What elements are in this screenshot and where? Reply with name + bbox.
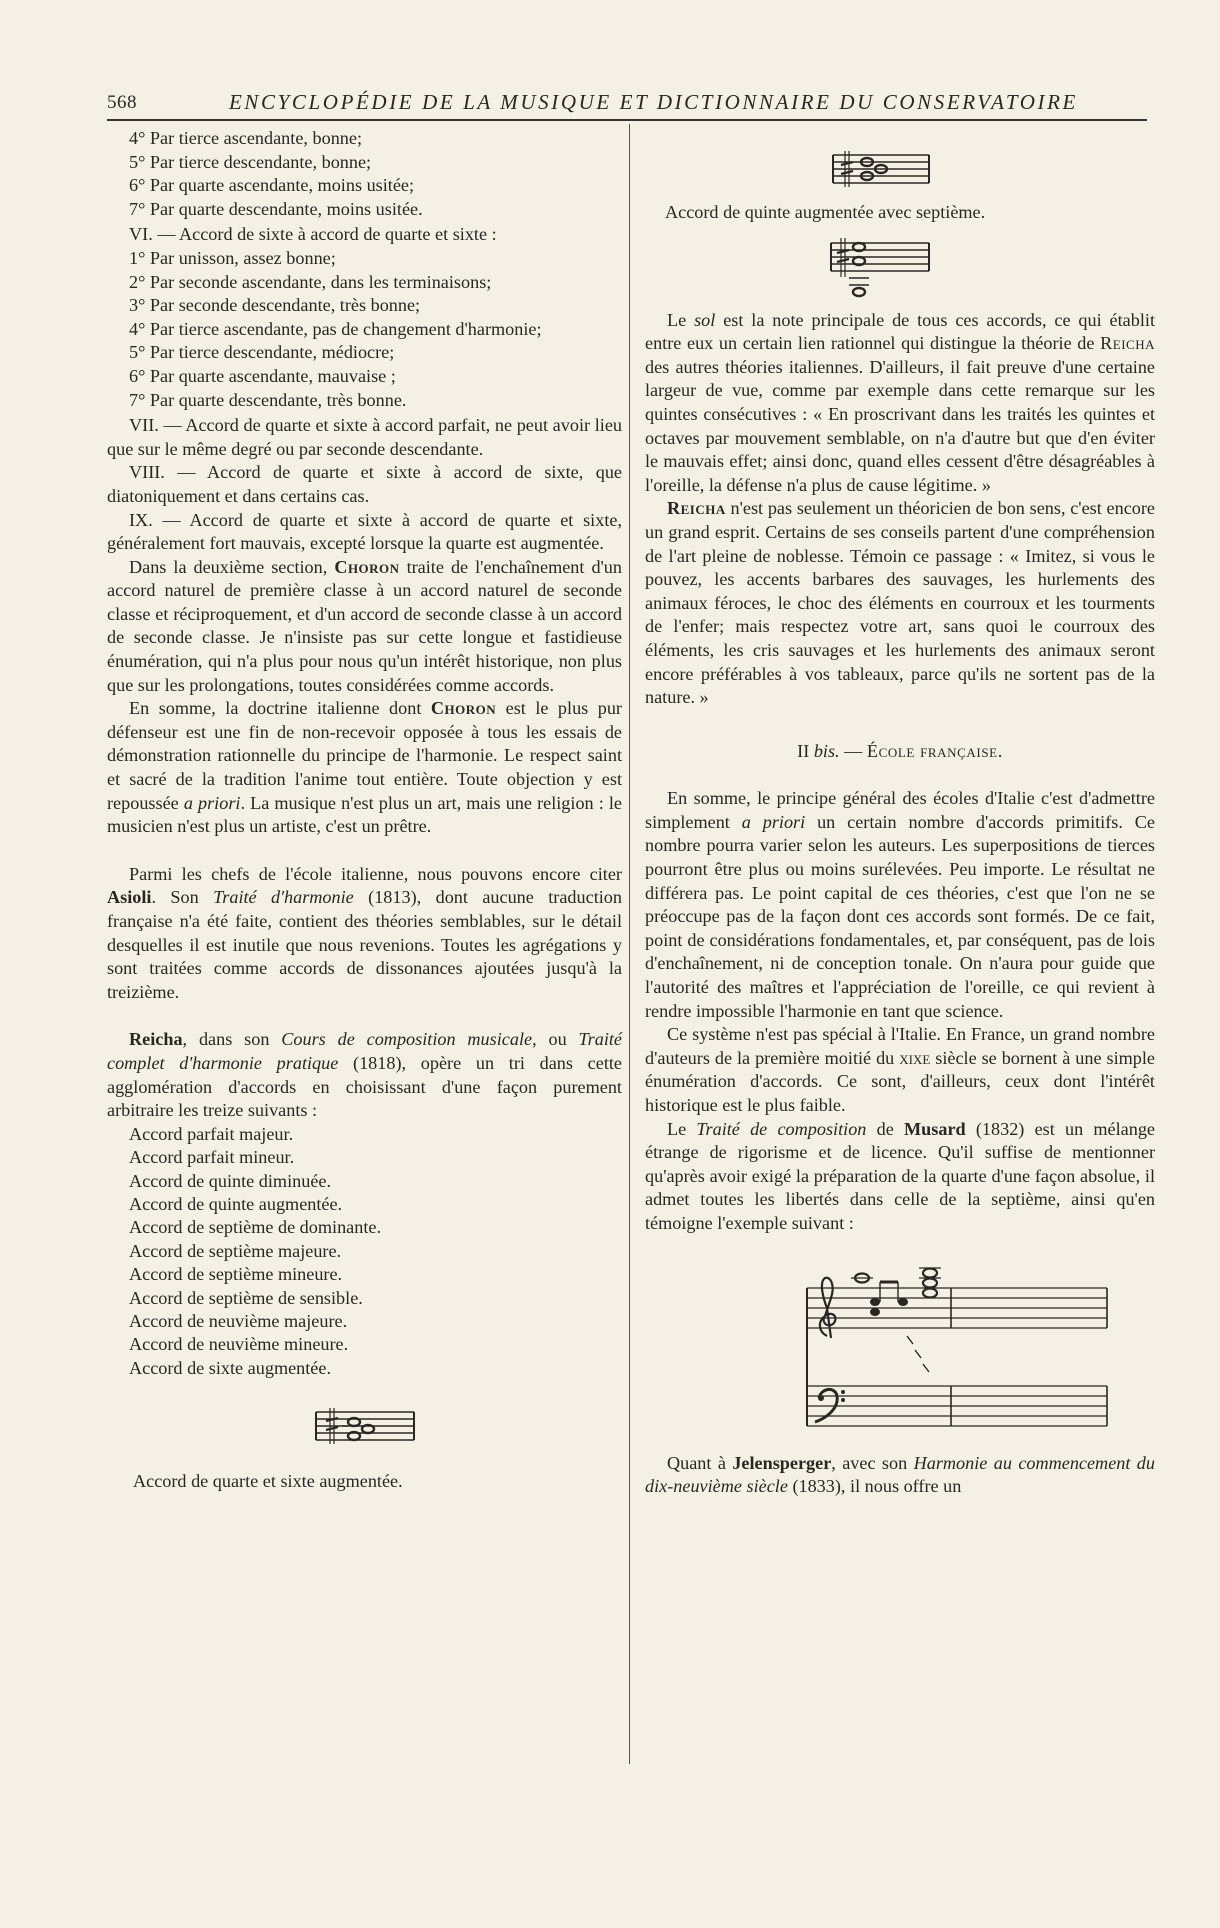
right-column (645, 127, 1155, 1499)
list-item: Accord de quinte augmentée. (129, 1193, 343, 1214)
text: Dans la deuxième section, (129, 556, 335, 577)
text: (1832) est un mélange étrange de rigorisme et de licence. Qu'il suffise de mentionner qu'après avoir exigé la préparation de la quarte d'une façon absolue, il admet toutes les libertés dans celle de la septième, ainsi qu'en témoigne l'exemple suivant : (645, 1118, 1155, 1233)
author-name: Reicha (1100, 333, 1155, 354)
list-item: Accord de septième de sensible. (129, 1287, 363, 1308)
section-vii: VII. — Accord de quarte et sixte à accord parfait, ne peut avoir lieu que sur le même degré ou par seconde descendante. (107, 415, 622, 459)
text: est la note principale de tous ces accords, ce qui établit entre eux un certain lien rationnel qui distingue la théorie de (645, 309, 1155, 354)
list-a (107, 127, 622, 221)
italic-term: bis. (813, 740, 840, 761)
section-viii: VIII. — Accord de quarte et sixte à accord de sixte, que diatoniquement et dans certains cas. (107, 462, 622, 506)
paragraph-musard (645, 1118, 1155, 1236)
section-title: École française. (866, 740, 1003, 761)
list-item: 1° Par unisson, assez bonne; (129, 247, 336, 268)
book-title: Traité complet d'harmonie pratique (107, 1029, 622, 1073)
spacer (107, 839, 622, 863)
text: des autres théories italiennes. D'ailleurs, il fait preuve d'une certaine largeur de vue, comme par exemple dans cette remarque sur les quintes consécutives : « En proscrivant dans les traités les quintes et octaves par mouvement semblable, on n'a d'autre but que d'en éviter le mauvais effet; ainsi donc, quand elles cessent d'être désagréables à l'oreille, la défense n'a plus de cause légitime. » (645, 356, 1155, 495)
italic-term: sol (694, 309, 716, 330)
list-item: Accord de quinte diminuée. (129, 1170, 332, 1191)
section-ix: IX. — Accord de quarte et sixte à accord de quarte et sixte, généralement fort mauvais, excepté lorsque la quarte est augmentée. (107, 509, 622, 554)
paragraph-ecole-fr-2 (645, 1023, 1155, 1117)
list-item: 3° Par seconde descendante, très bonne; (129, 295, 421, 316)
staff-example-quinte-aug-septieme-icon (829, 235, 933, 301)
chord-list (107, 1123, 622, 1380)
author-name: Choron (430, 698, 497, 719)
author-name: Musard (904, 1118, 966, 1139)
text: . Son (151, 887, 214, 908)
spacer (107, 1380, 622, 1406)
header-rule (107, 119, 1147, 121)
book-title: Traité de composition (696, 1118, 867, 1139)
text: n'est pas seulement un théoricien de bon sens, c'est encore un grand esprit. Certains de ses conseils partent d'une compréhension de l'art pleine de noblesse. Témoin ce passage : « Imitez, si vous le pouvez, les accents barbares des sauvages, les hurlements des animaux féroces, le choc des éléments en courroux et les tourments de l'enfer; mais respectez votre art, sans quoi le courroux des éléments, les cris sauvages et les hurlements des animaux seront encore préférables à vos tableaux, parce qu'ils ne sortent pas de la nature. » (645, 498, 1155, 708)
text: Le (667, 1118, 697, 1139)
text: , dans son (182, 1029, 282, 1050)
text: En somme, la doctrine italienne dont (129, 698, 431, 719)
text: de (866, 1118, 904, 1139)
book-title: Traité d'harmonie (213, 887, 354, 908)
list-item: Accord parfait majeur. (129, 1123, 294, 1144)
spacer (645, 301, 1155, 309)
text: En somme, le principe général des écoles d'Italie c'est d'admettre simplement (645, 788, 1155, 832)
italic-term: a priori (741, 811, 806, 832)
spacer (645, 1236, 1155, 1258)
text: , avec son (831, 1452, 914, 1473)
staff-example-quarte-sixte-aug-icon (312, 1406, 418, 1446)
book-title: Cours de composition musicale (281, 1029, 533, 1050)
list-item: Accord de septième majeure. (129, 1240, 342, 1261)
paragraph-choron-1 (107, 556, 622, 698)
text: — (839, 740, 867, 761)
paragraph-sol (645, 309, 1155, 498)
list-item: 4° Par tierce ascendante, pas de changement d'harmonie; (129, 318, 542, 339)
spacer (645, 225, 1155, 235)
page-header (107, 88, 1132, 116)
spacer (645, 763, 1155, 787)
page-number: 568 (107, 92, 137, 113)
text: Ce système n'est pas spécial à l'Italie. En France, un grand nombre d'auteurs de la première moitié du (645, 1024, 1155, 1068)
figure-caption: Accord de quarte et sixte augmentée. (133, 1471, 403, 1492)
list-item: Accord parfait mineur. (129, 1147, 295, 1168)
text: Parmi les chefs de l'école italienne, nous pouvons encore citer (129, 863, 622, 884)
italic-term: a priori (183, 792, 241, 813)
spacer (645, 189, 1155, 201)
list-item: Accord de neuvième majeure. (129, 1311, 348, 1331)
paragraph-jelensperger (645, 1452, 1155, 1499)
text: , ou (532, 1029, 579, 1050)
author-name: Reicha (129, 1029, 183, 1050)
text: Quant à (667, 1452, 733, 1473)
list-item: 6° Par quarte ascendante, moins usitée; (129, 175, 415, 196)
author-name: Choron (334, 556, 400, 577)
list-item: 2° Par seconde ascendante, dans les terminaisons; (129, 271, 492, 292)
text: est le plus pur défenseur est une fin de non-recevoir opposée à tous les essais de démonstration rationnelle du principe de l'harmonie. Le respect saint et sacré de la tradition l'anime tout entière. Toute objection y est repoussée (107, 698, 622, 813)
list-vi (107, 247, 622, 412)
paragraph-reicha (107, 1028, 622, 1122)
text: (1818), opère un tri dans cette agglomération d'accords en choisissant d'une façon purement arbitraire les treize suivants : (107, 1052, 623, 1121)
staff-example-quinte-aug-icon (831, 149, 931, 189)
paragraph-choron-2 (107, 697, 622, 839)
left-column (107, 127, 622, 1494)
running-title: ENCYCLOPÉDIE DE LA MUSIQUE ET DICTIONNAIRE DU CONSERVATOIRE (229, 90, 1078, 114)
list-item: Accord de septième de dominante. (129, 1217, 382, 1238)
list-item: 4° Par tierce ascendante, bonne; (129, 128, 363, 148)
spacer (645, 1438, 1155, 1452)
spacer (107, 1446, 622, 1470)
list-item: Accord de septième mineure. (129, 1264, 343, 1285)
column-divider (629, 124, 630, 1764)
author-name: Reicha (667, 498, 726, 519)
spacer (645, 127, 1155, 149)
paragraph-asioli (107, 863, 622, 1005)
paragraph-reicha-esprit (645, 497, 1155, 709)
spacer (645, 710, 1155, 740)
text: II (797, 740, 814, 761)
list-item: 7° Par quarte descendante, très bonne. (129, 389, 407, 410)
section-heading (645, 740, 1155, 764)
section-vi-heading: VI. — Accord de sixte à accord de quarte et sixte : (129, 224, 497, 245)
text: (1813), dont aucune traduction française n'a été faite, contient des théories semblables, sur le détail desquelles il est inutile que nous revenions. Toutes les agrégations y sont traitées comme accords de dissonances ajoutées jusqu'à la treizième. (107, 887, 622, 1002)
paragraph-ecole-fr-1 (645, 787, 1155, 1023)
author-name: Jelensperger (732, 1452, 832, 1473)
text: siècle se bornent à une simple énumération d'accords. Ce sont, d'ailleurs, ceux dont l'intérêt historique est le plus faible. (645, 1047, 1155, 1115)
text: (1833), il nous offre un (787, 1476, 962, 1497)
list-item: 5° Par tierce descendante, médiocre; (129, 342, 395, 363)
list-item: Accord de sixte augmentée. (129, 1357, 331, 1378)
figure-caption: Accord de quinte augmentée avec septième. (665, 202, 986, 222)
text: . La musique n'est plus un art, mais une religion : le musicien n'est plus un artiste, c'est un prêtre. (107, 792, 622, 837)
list-item: 7° Par quarte descendante, moins usitée. (129, 198, 423, 219)
text: Le (667, 309, 695, 330)
book-title: Harmonie au commencement du dix-neuvième siècle (645, 1452, 1155, 1497)
text: traite de l'enchaînement d'un accord naturel de première classe à un accord naturel de seconde classe et réciproquement, et d'un accord de seconde classe à un accord de seconde classe. Je n'insiste pas sur cette longue et fastidieuse énumération, qui n'a plus pour nous qu'un intérêt historique, non plus que sur les prolongations, toutes considérées comme accords. (107, 556, 622, 695)
century: xixe (899, 1047, 931, 1068)
grand-staff-musard-example-icon (801, 1258, 1113, 1438)
author-name: Asioli (107, 887, 152, 908)
list-item: Accord de neuvième mineure. (129, 1334, 349, 1355)
text: un certain nombre d'accords primitifs. Ce nombre pourra varier selon les auteurs. Les superpositions de tierces pourront être plus ou moins surélevées. Peu importe. Le résultat ne différera pas. Le point capital de ces théories, c'est que l'on ne se préoccupe pas de la façon dont ces accords sont formés. De ce fait, point de considérations fondamentales, et, par conséquent, pas de lois d'enchaînement, ni de conception tonale. On n'aura pour guide que l'autorité des maîtres et l'appréciation de l'oreille, ce qui revient à rendre impossible l'harmonie en tant que science. (645, 811, 1155, 1021)
list-item: 6° Par quarte ascendante, mauvaise ; (129, 365, 396, 386)
list-item: 5° Par tierce descendante, bonne; (129, 151, 372, 172)
spacer (107, 1004, 622, 1028)
